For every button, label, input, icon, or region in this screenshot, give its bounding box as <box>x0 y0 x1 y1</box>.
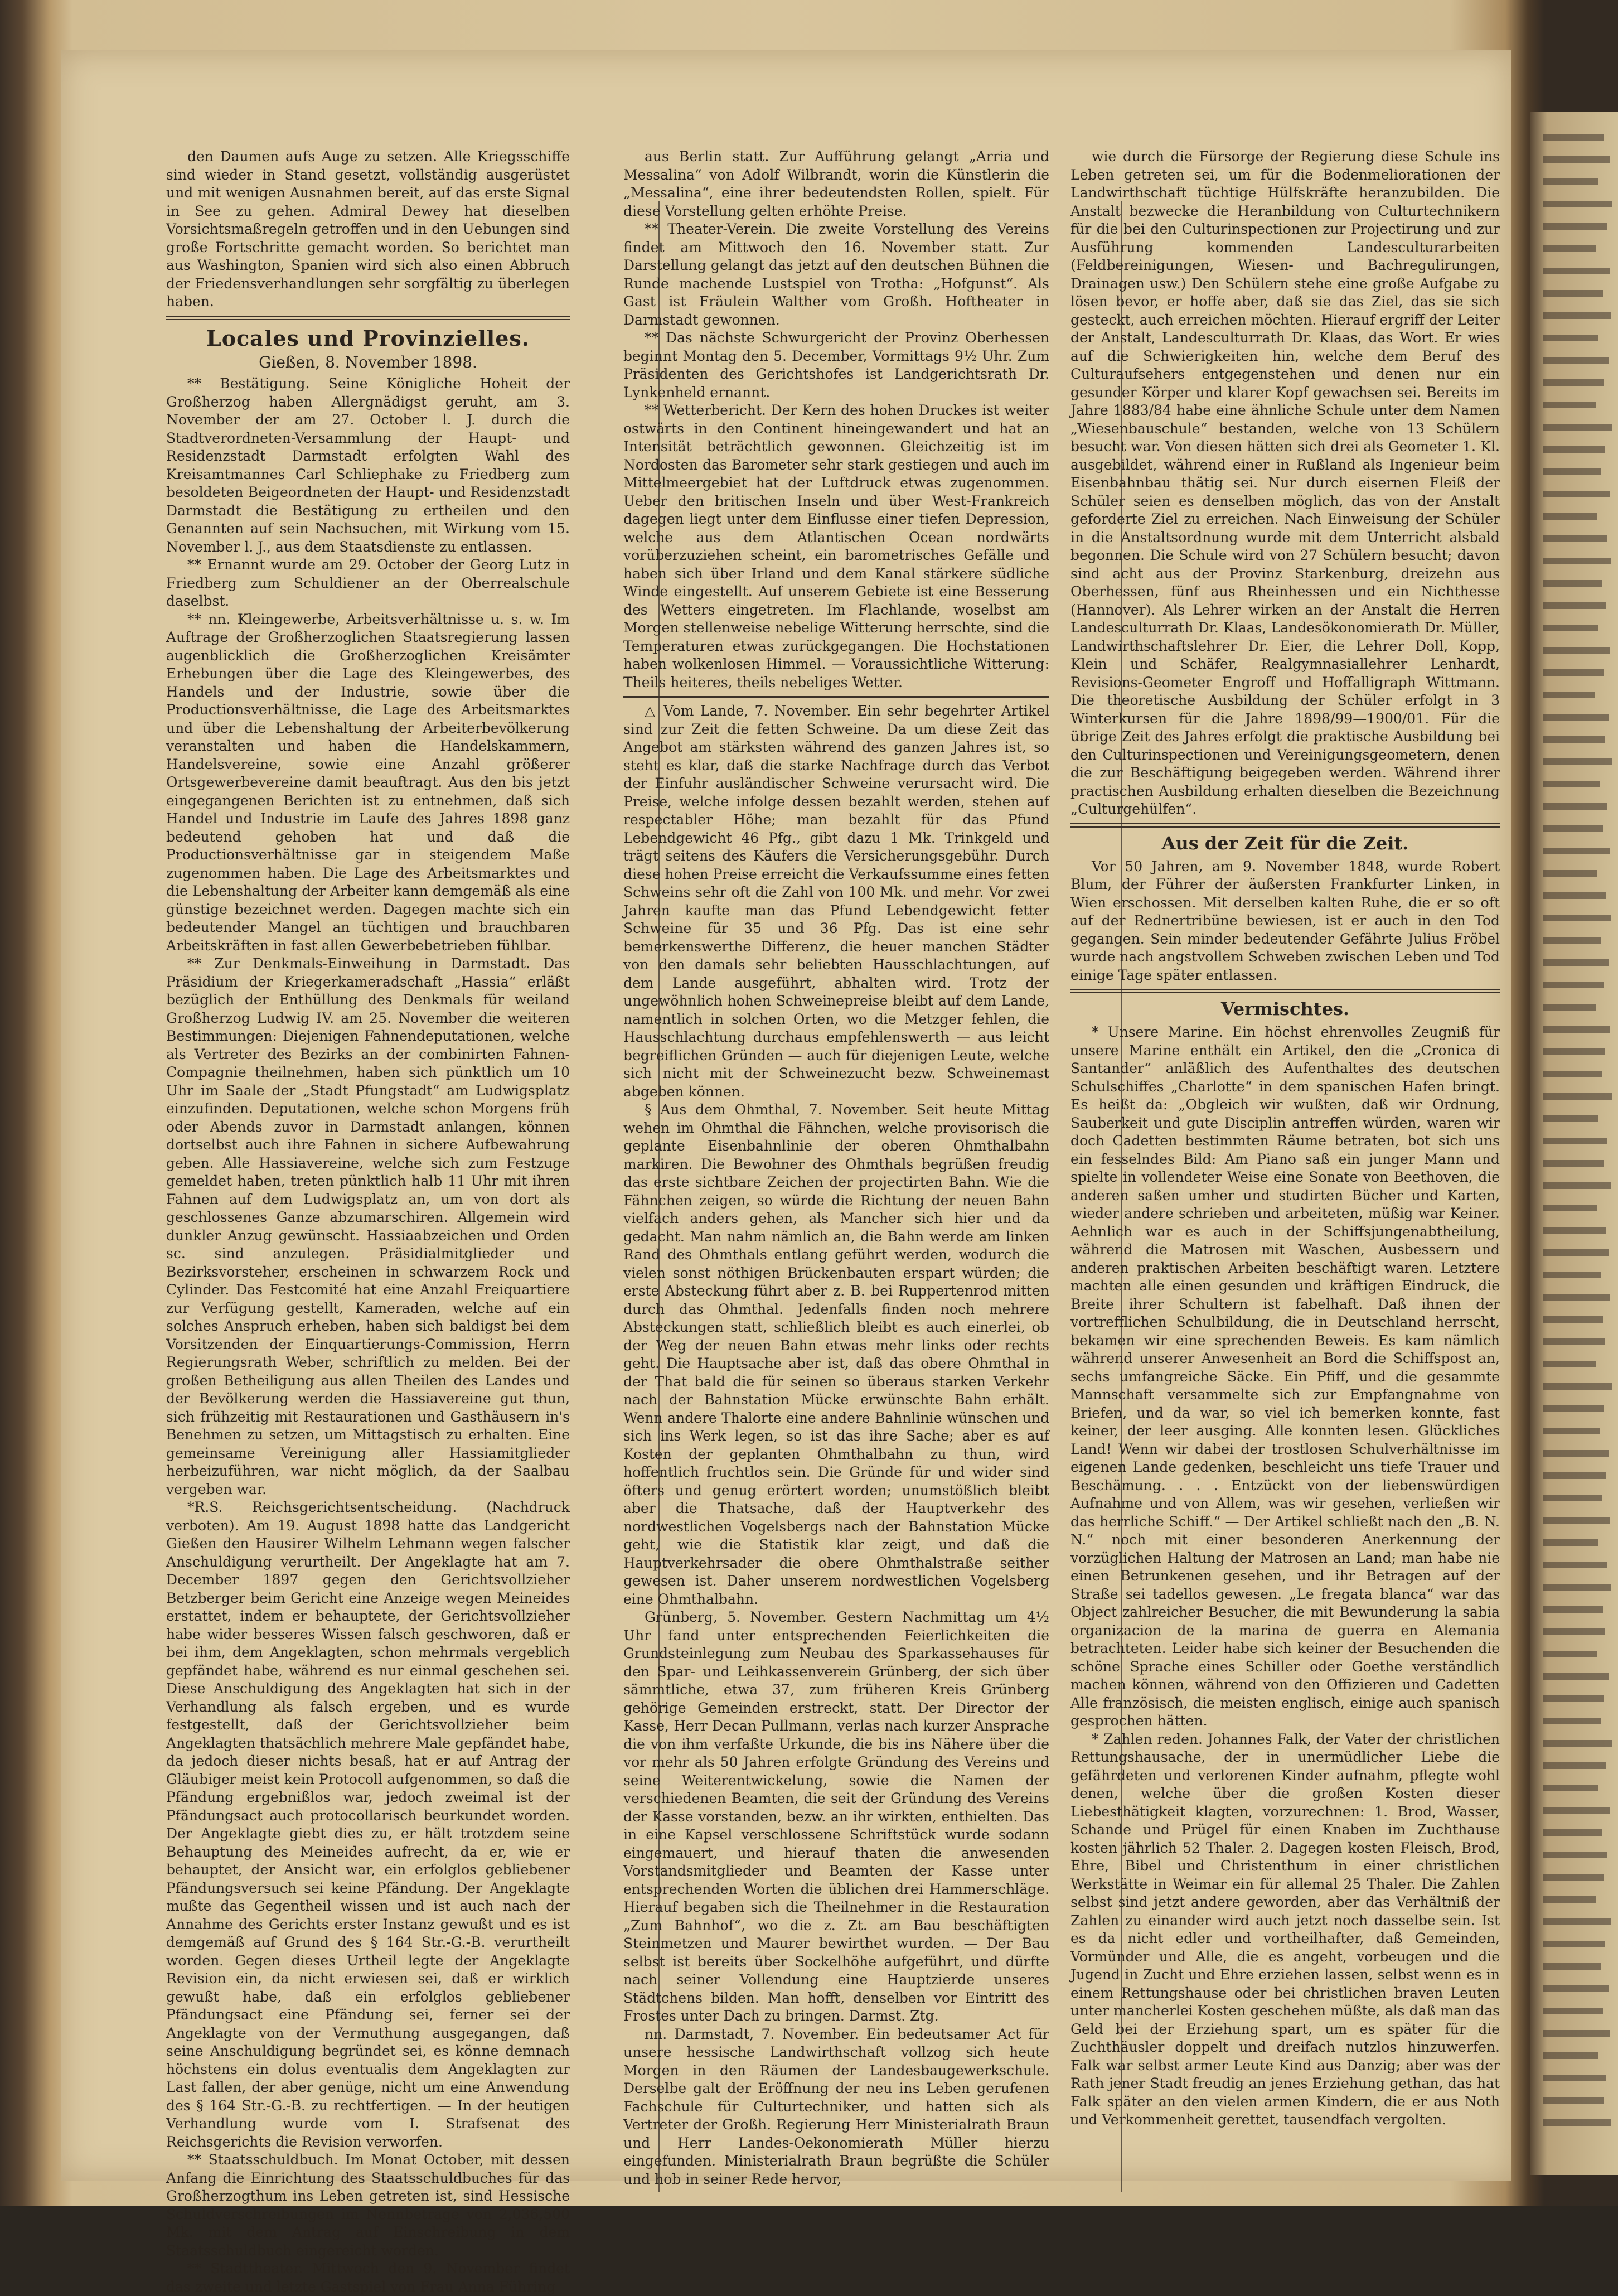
news-item: nn. Darmstadt, 7. November. Ein bedeutsamer Act für unsere hessische Landwirthschaft vollzog sich heute Morgen in den Räumen der Landesbaugewerkschule. Derselbe galt der Eröffnung der neu ins Leben gerufenen Fachschule für Culturtechniker, und hatten sich als Vertreter der Großh. Regierung Herr Ministerialrath Braun und Herr Landes-Oekonomierath Müller hierzu eingefunden. Ministerialrath Braun begrüßte die Schüler und hob in seiner Rede hervor, <box>623 2026 1049 2187</box>
dateline: Gießen, 8. November 1898. <box>259 352 477 371</box>
column-2 <box>623 148 1049 2187</box>
divider <box>166 316 570 320</box>
news-item: ** Das nächste Schwurgericht der Provinz Oberhessen beginnt Montag den 5. December, Vormittags 9½ Uhr. Zum Präsidenten des Gerichtshofes ist Landgerichtsrath Dr. Lynkenheld ernannt. <box>623 330 1049 400</box>
news-item: aus Berlin statt. Zur Aufführung gelangt „Arria und Messalina“ von Adolf Wilbrandt, worin die Künstlerin die „Messalina“, eine ihrer bedeutendsten Rollen, spielt. Für diese Vorstellung gelten erhöhte Preise. <box>623 148 1049 219</box>
news-item: Grünberg, 5. November. Gestern Nachmittag um 4½ Uhr fand unter entsprechenden Feierlichkeiten die Grundsteinlegung zum Neubau des Sparkassehauses für den Spar- und Leihkassenverein Grünberg, der sich über sämmtliche, etwa 37, zum früheren Kreis Grünberg gehörige Gemeinden erstreckt, statt. Der Director der Kasse, Herr Decan Pullmann, verlas nach kurzer Ansprache die von ihm verfaßte Urkunde, die bis ins Nähere über die vor mehr als 50 Jahren erfolgte Gründung des Vereins und seine Weiterentwickelung, sowie die Namen der verschiedenen Beamten, die seit der Gründung des Vereins der Kasse vorstanden, bezw. an ihr wirkten, enthielten. Das in eine Kapsel verschlossene Schriftstück wurde sodann eingemauert, und hierauf thaten die anwesenden Vorstandsmitglieder und Beamten der Kasse unter entsprechenden Worten die üblichen drei Hammerschläge. Hierauf begaben sich die Theilnehmer in die Restauration „Zum Bahnhof“, wo die z. Zt. am Bau beschäftigten Steinmetzen und Maurer bewirthet wurden. — Der Bau selbst ist bereits über Sockelhöhe aufgeführt, und dürfte nach seiner Vollendung eine Hauptzierde unseres Städtchens bilden. Man hofft, denselben vor Eintritt des Frostes unter Dach zu bringen. Darmst. Ztg. <box>623 1609 1049 2024</box>
news-item: ** nn. Kleingewerbe, Arbeitsverhältnisse u. s. w. Im Auftrage der Großherzoglichen Staatsregierung lassen augenblicklich die Großherzoglichen Kreisämter Erhebungen über die Lage des Kleingewerbes, des Handels und der Industrie, sowie über die Productionsverhältnisse, die Lage des Arbeitsmarktes und über die Lebenshaltung der Arbeiterbevölkerung veranstalten und haben die Handelskammern, Handelsvereine, sowie eine Anzahl größerer Ortsgewerbevereine damit beauftragt. Aus den bis jetzt eingegangenen Berichten ist zu entnehmen, daß sich Handel und Industrie im Laufe des Jahres 1898 ganz bedeutend gehoben hat und daß die Productionsverhältnisse gar in steigendem Maße zugenommen haben. Die Lage des Arbeitsmarktes und die Lebenshaltung der Arbeiter kann demgemäß als eine günstige bezeichnet werden. Dagegen machte sich ein bedeutender Mangel an tüchtigen und brauchbaren Arbeitskräften in fast allen Gewerbebetrieben fühlbar. <box>166 611 570 954</box>
news-item: ** Stadttheater. Mittwoch den 9. November findet das zweite und letzte Gastspiel von Frau Anna Führing <box>166 2260 570 2295</box>
news-item: § Aus dem Ohmthal, 7. November. Seit heute Mittag wehen im Ohmthal die Fähnchen, welche provisorisch die geplante Eisenbahnlinie der oberen Ohmthalbahn markiren. Die Bewohner des Ohmthals begrüßen freudig das erste sichtbare Zeichen der projectirten Bahn. Wie die Fähnchen zeigen, so würde die Richtung der neuen Bahn vielfach anders gehen, als Mancher sich hier und da gedacht. Man nahm nämlich an, die Bahn werde am linken Rand des Ohmthals entlang geführt werden, wodurch die vielen sonst nöthigen Brückenbauten erspart würden; die erste Absteckung führt aber z. B. bei Ruppertenrod mitten durch das Ohmthal. Jedenfalls finden noch mehrere Absteckungen statt, schließlich bleibt es auch einerlei, ob der Weg der neuen Bahn etwas mehr links oder rechts geht. Die Hauptsache aber ist, daß das obere Ohmthal in der That bald die für seinen so überaus starken Verkehr nach der Bahnstation Mücke erwünschte Bahn erhält. Wenn andere Thalorte eine andere Bahnlinie wünschen und sich ins Werk legen, so ist das ihre Sache; aber es auf Kosten der geplanten Ohmthalbahn zu thun, wird hoffentlich fruchtlos sein. Die Gründe für und wider sind öfters und genug erörtert worden; unumstößlich bleibt aber die Thatsache, daß der Hauptverkehr des nordwestlichen Vogelsbergs nach der Bahnstation Mücke geht, wie die Statistik klar zeigt, und daß die Hauptverkehrsader die obere Ohmthalstraße seither gewesen ist. Daher unserem nordwestlichen Vogelsberg eine Ohmthalbahn. <box>623 1101 1049 1607</box>
news-item: wie durch die Fürsorge der Regierung diese Schule ins Leben getreten sei, um für die Bodenmeliorationen der Landwirthschaft tüchtige Hülfskräfte heranzubilden. Die Anstalt bezwecke die Heranbildung von Culturtechnikern für die bei den Culturinspectionen zur Projectirung und zur Ausführung kommenden Landesculturarbeiten (Feldbereinigungen, Wiesen- und Bachregulirungen, Drainagen usw.) Den Schülern stehe eine große Aufgabe zu lösen bevor, er hoffe aber, daß sie das Ziel, das sie sich gesteckt, auch erreichen möchten. Hierauf ergriff der Leiter der Anstalt, Landesculturrath Dr. Klaas, das Wort. Er wies auf die Schwierigkeiten hin, welche dem Beruf des Culturaufsehers entgegenstehen und denen nur ein gesunder Körper und klarer Kopf gewachsen sei. Bereits im Jahre 1883/84 habe eine ähnliche Schule unter dem Namen „Wiesenbauschule“ bestanden, welche von 13 Schülern besucht war. Von diesen hätten sich drei als Geometer 1. Kl. ausgebildet, während einer in Rußland als Ingenieur beim Eisenbahnbau thätig sei. Nur durch eisernen Fleiß der Schüler seien es denselben möglich, das von der Anstalt geforderte Ziel zu erreichen. Nach Einweisung der Schüler in die Anstaltsordnung wurde mit dem Unterricht alsbald begonnen. Die Schule wird von 27 Schülern besucht; davon sind acht aus der Provinz Starkenburg, dreizehn aus Oberhessen, fünf aus Rheinhessen und ein Nichthesse (Hannover). Als Lehrer wirken an der Anstalt die Herren Landesculturrath Dr. Klaas, Landesökonomierath Dr. Müller, Landwirthschaftslehrer Dr. Eier, die Lehrer Doll, Kopp, Klein und Schäfer, Realgymnasiallehrer Lenhardt, Revisions-Geometer Engroff und Hoffalligraph Wittmann. Die theoretische Ausbildung der Schüler erfolgt in 3 Winterkursen für die Jahre 1898/99—1900/01. Für die übrige Zeit des Jahres erfolgt die praktische Ausbildung bei den Culturinspectionen und Vereinigungsgeometern, denen die zur Beschäftigung beigegeben werden. Während ihrer practischen Ausbildung erhalten dieselben die Bezeichnung „Culturgehülfen“. <box>1070 148 1500 817</box>
section-title: Aus der Zeit für die Zeit. <box>1161 832 1409 854</box>
news-item: ** Staatsschuldbuch. Im Monat October, mit dessen Anfang die Einrichtung des Staatsschuldbuches für das Großherzogthum ins Leben getreten ist, sind Hessische Schuldverschreibungen im Nennbetrage von 2,036,500 Mk. mit dem Antrag auf Einschreibung in dem Staatsschuldbuch eingereicht worden. <box>166 2152 570 2259</box>
section-title: Vermischtes. <box>1220 998 1350 1019</box>
divider <box>1070 823 1500 828</box>
news-item: ** Zur Denkmals-Einweihung in Darmstadt. Das Präsidium der Kriegerkameradschaft „Hassia“ erläßt bezüglich der Enthüllung des Denkmals für weiland Großherzog Ludwig IV. am 25. November die weiteren Bestimmungen: Diejenigen Fahnendeputationen, welche als Vertreter des Bezirks an der combinirten Fahnen-Compagnie theilnehmen, haben sich pünktlich um 10 Uhr im Saale der „Stadt Pfungstadt“ am Ludwigsplatz einzufinden. Deputationen, welche schon Morgens früh oder Abends zuvor in Darmstadt anlangen, können dortselbst auch ihre Fahnen in sichere Aufbewahrung geben. Alle Hassiavereine, welche sich zum Festzuge gemeldet haben, treten pünktlich halb 11 Uhr mit ihren Fahnen auf dem Ludwigsplatz an, um von dort als geschlossenes Ganze abzumarschiren. Allgemein wird dunkler Anzug gewünscht. Hassiaabzeichen und Orden sc. sind anzulegen. Präsidialmitglieder und Bezirksvorsteher, erscheinen in schwarzem Rock und Cylinder. Das Festcomité hat eine Anzahl Freiquartiere zur Verfügung gestellt, Kameraden, welche auf ein solches Anspruch erheben, haben sich baldigst bei dem Vorsitzenden der Einquartierungs-Commission, Herrn Regierungsrath Weber, schriftlich zu melden. Bei der großen Betheiligung aus allen Theilen des Landes und der Bevölkerung werden die Hassiavereine gut thun, sich frühzeitig mit Restaurationen und Gasthäusern in's Benehmen zu setzen, um Mittagstisch zu erhalten. Eine gemeinsame Vereinigung aller Hassiamitglieder herbeizuführen, war nicht möglich, da der Saalbau vergeben war. <box>166 955 570 1497</box>
news-item: *R.S. Reichsgerichtsentscheidung. (Nachdruck verboten). Am 19. August 1898 hatte das Landgericht Gießen den Hausirer Wilhelm Lehmann wegen falscher Anschuldigung verurtheilt. Der Angeklagte hat am 7. December 1897 gegen den Gerichtsvollzieher Betzberger beim Gericht eine Anzeige wegen Meineides erstattet, indem er behauptete, der Gerichtsvollzieher habe wider besseres Wissen falsch geschworen, daß er bei ihm, dem Angeklagten, schon mehrmals vergeblich gepfändet habe, während es nur einmal geschehen sei. Diese Anschuldigung des Angeklagten hat sich in der Verhandlung als falsch ergeben, und es wurde festgestellt, daß der Gerichtsvollzieher beim Angeklagten thatsächlich mehrere Male gepfändet habe, da jedoch dieser nichts besaß, hat er auf Antrag der Gläubiger meist kein Protocoll aufgenommen, so daß die Pfändung ergebnißlos war, jedoch zweimal ist der Pfändungsact auch protocollarisch beurkundet worden. Der Angeklagte giebt dies zu, er hält trotzdem seine Behauptung des Meineides aufrecht, da er, wie er behauptet, der Ansicht war, ein erfolglos gebliebener Pfändungsversuch sei keine Pfändung. Der Angeklagte mußte das Gegentheil wissen und ist auch nach der Annahme des Gerichts erster Instanz gewußt und es ist demgemäß auf Grund des § 164 Str.-G.-B. verurtheilt worden. Gegen dieses Urtheil legte der Angeklagte Revision ein, da nicht erwiesen sei, daß er wirklich gewußt habe, daß ein erfolglos gebliebener Pfändungsact eine Pfändung sei, ferner sei der Angeklagte von der Vermuthung ausgegangen, daß seine Anschuldigung begründet sei, es könne demnach höchstens ein dolus eventualis dem Angeklagten zur Last fallen, der aber genüge, nicht um eine Anwendung des § 164 Str.-G.-B. zu rechtfertigen. — In der heutigen Verhandlung wurde vom I. Strafsenat des Reichsgerichts die Revision verworfen. <box>166 1499 570 2150</box>
divider <box>623 696 1049 698</box>
news-item: ** Ernannt wurde am 29. October der Georg Lutz in Friedberg zum Schuldiener an der Oberrealschule daselbst. <box>166 557 570 609</box>
news-item: Vor 50 Jahren, am 9. November 1848, wurde Robert Blum, der Führer der äußersten Frankfurter Linken, in Wien erschossen. Mit derselben kalten Ruhe, die er so oft auf der Rednertribüne bewiesen, ist er auch in den Tod gegangen. Sein minder bedeutender Gefährte Julius Fröbel wurde nach angstvollem Schweben zwischen Leben und Tod einige Tage später entlassen. <box>1070 858 1500 983</box>
news-item: △ Vom Lande, 7. November. Ein sehr begehrter Artikel sind zur Zeit die fetten Schweine. Da um diese Zeit das Angebot am stärksten während des ganzen Jahres ist, so steht es klar, daß die starke Nachfrage durch das Verbot der Einfuhr ausländischer Schweine verursacht wird. Die Preise, welche infolge dessen bezahlt werden, stehen auf respectabler Höhe; man bezahlt für das Pfund Lebendgewicht 46 Pfg., gibt dazu 1 Mk. Trinkgeld und trägt seitens des Käufers die Versicherungsgebühr. Durch diese hohen Preise erreicht die Verkaufssumme eines fetten Schweins sehr oft die Zahl von 100 Mk. und mehr. Vor zwei Jahren kaufte man das Pfund Lebendgewicht fetter Schweine für 35 und 36 Pfg. Das ist eine sehr bemerkenswerthe Differenz, die heuer manchen Städter von den damals sehr beliebten Hausschlachtungen, auf dem Lande ausgeführt, abhalten wird. Trotz der ungewöhnlich hohen Schweinepreise bleibt auf dem Lande, namentlich in solchen Orten, wo die Metzger fehlen, die Hausschlachtung durchaus empfehlenswerth — aus leicht begreiflichen Gründen — auch für diejenigen Leute, welche sich nicht mit der Schweinezucht bezw. Schweinemast abgeben können. <box>623 703 1049 1100</box>
news-item: ** Theater-Verein. Die zweite Vorstellung des Vereins findet am Mittwoch den 16. November statt. Zur Darstellung gelangt das jetzt auf den deutschen Bühnen die Runde machende Lustspiel von Trotha: „Hofgunst“. Als Gast ist Fräulein Walther vom Großh. Hoftheater in Darmstadt gewonnen. <box>623 221 1049 328</box>
news-item: ** Bestätigung. Seine Königliche Hoheit der Großherzog haben Allergnädigst geruht, am 3. November der am 27. October l. J. durch die Stadtverordneten-Versammlung der Haupt- und Residenzstadt Darmstadt erfolgten Wahl des Kreisamtmannes Carl Schliephake zu Friedberg zum besoldeten Beigeordneten der Haupt- und Residenzstadt Darmstadt die Bestätigung zu ertheilen und den Genannten auf sein Nachsuchen, mit Wirkung vom 15. November l. J., aus dem Staatsdienste zu entlassen. <box>166 375 570 555</box>
news-item: * Unsere Marine. Ein höchst ehrenvolles Zeugniß für unsere Marine enthält ein Artikel, den die „Cronica di Santander“ anläßlich des Aufenthaltes des deutschen Schulschiffes „Charlotte“ in dem spanischen Hafen bringt. Es heißt da: „Obgleich wir wußten, daß wir Ordnung, Sauberkeit und gute Disciplin antreffen würden, waren wir doch Cadetten bestimmten Räume betraten, bot sich uns ein fesselndes Bild: Am Piano saß ein junger Mann und spielte in vollendeter Weise eine Sonate von Beethoven, die anderen saßen umher und studirten Bücher und Karten, wieder andere schrieben und arbeiteten, müßig war Keiner. Aehnlich war es auch in der Schiffsjungenabtheilung, während die Matrosen mit Waschen, Ausbessern und anderen praktischen Arbeiten beschäftigt waren. Letztere machten alle einen gesunden und kräftigen Eindruck, die Breite ihrer Schultern ist fabelhaft. Daß ihnen der vortrefflichen Schulbildung, die in Deutschland herrscht, bekamen wir eine sprechenden Beweis. Es kam nämlich während unserer Anwesenheit an Bord die Schiffspost an, sechs umfangreiche Säcke. Ein Pfiff, und die gesammte Mannschaft versammelte sich zur Empfangnahme von Briefen, und da war, so viel ich bemerken konnte, fast keiner, der leer ausging. Alle konnten lesen. Glückliches Land! Wenn wir dabei der trostlosen Schulverhältnisse im eigenen Lande gedenken, beschleicht uns tiefe Trauer und Beschämung. . . . Entzückt von der liebenswürdigen Aufnahme und von Allem, was wir gesehen, verließen wir das herrliche Schiff.“ — Der Artikel schließt nach den „B. N. N.“ noch mit einer besonderen Anerkennung der vorzüglichen Haltung der Matrosen an Land; man habe nie einen Betrunkenen gesehen, und ihr Betragen auf der Straße sei tadellos gewesen. „Le fregata blanca“ war das Object zahlreicher Besucher, die mit Bewunderung la sabia organizacion de la marina de guerra en Alemania betrachteten. Leider habe sich keiner der Besuchenden die schöne Sprache eines Schiller oder Goethe verständlich machen können, während von den Offizieren und Cadetten Alle französisch, die meisten englisch, einige auch spanisch gesprochen hätten. <box>1070 1024 1500 1729</box>
article-continuation: den Daumen aufs Auge zu setzen. Alle Kriegsschiffe sind wieder in Stand gesetzt, vollständig ausgerüstet und mit wenigen Ausnahmen bereit, auf das erste Signal in See zu gehen. Admiral Dewey hat dieselben Vorsichtsmaßregeln getroffen und in den Uebungen sind große Fortschritte gemacht worden. So berichtet man aus Washington, Spanien wird sich also einen Abbruch der Friedensverhandlungen sehr sorgfältig zu überlegen haben. <box>166 148 570 310</box>
news-item: * Zahlen reden. Johannes Falk, der Vater der christlichen Rettungshausache, der in unermüdlicher Liebe die gefährdeten und verlorenen Kinder aufnahm, pflegte wohl denen, welche über die großen Kosten dieser Liebesthätigkeit klagten, vorzurechnen: 1. Brod, Wasser, Schande und Prügel für einen Knaben im Zuchthause kosten jährlich 52 Thaler. 2. Dagegen kosten Fleisch, Brod, Ehre, Bibel und Christenthum in einer christlichen Werkstätte in Weimar ein für allemal 25 Thaler. Die Zahlen selbst sind jetzt andere geworden, aber das Verhältniß der Zahlen zu einander wird auch jetzt noch dasselbe sein. Ist es da nicht edler und vortheilhafter, daß Gemeinden, Vormünder und Alle, die es angeht, vorbeugen und die Jugend in Zucht und Ehre erziehen lassen, selbst wenn es in einem Rettungshause oder bei christlichen braven Leuten unter mancherlei Kosten geschehen müßte, als daß man das Geld bei der Erziehung spart, um es später für die Zuchthäusler doppelt und dreifach nutzlos hinzuwerfen. Falk war selbst armer Leute Kind aus Danzig; aber was der Rath jener Stadt freudig an jenes Erziehung gethan, das hat Falk später an den vielen armen Kindern, die er aus Noth und Verkommenheit gerettet, tausendfach vergolten. <box>1070 1731 1500 2128</box>
column-3 <box>1070 148 1500 2150</box>
divider <box>1070 989 1500 993</box>
section-title: Locales und Provinzielles. <box>206 325 530 351</box>
news-item: ** Wetterbericht. Der Kern des hohen Druckes ist weiter ostwärts in den Continent hineingewandert und hat an Intensität beträchtlich gewonnen. Gleichzeitig ist im Nordosten das Barometer sehr stark gestiegen und auch im Mittelmeergebiet hat der Luftdruck etwas zugenommen. Ueber den britischen Inseln und über West-Frankreich dagegen liegt unter dem Einflusse einer tiefen Depression, welche aus dem Atlantischen Ocean nordwärts vorüberzuziehen scheint, ein barometrisches Gefälle und haben sich über Irland und dem Kanal stärkere südliche Winde eingestellt. Auf unserem Gebiete ist eine Besserung des Wetters eingetreten. Im Flachlande, woselbst am Morgen stellenweise nebelige Witterung herrschte, sind die Temperaturen etwas zurückgegangen. Die Hochstationen haben wolkenlosen Himmel. — Voraussichtliche Witterung: Theils heiteres, theils nebeliges Wetter. <box>623 402 1049 690</box>
column-1 <box>166 148 570 2295</box>
adjacent-page-edge <box>1530 112 1618 2175</box>
